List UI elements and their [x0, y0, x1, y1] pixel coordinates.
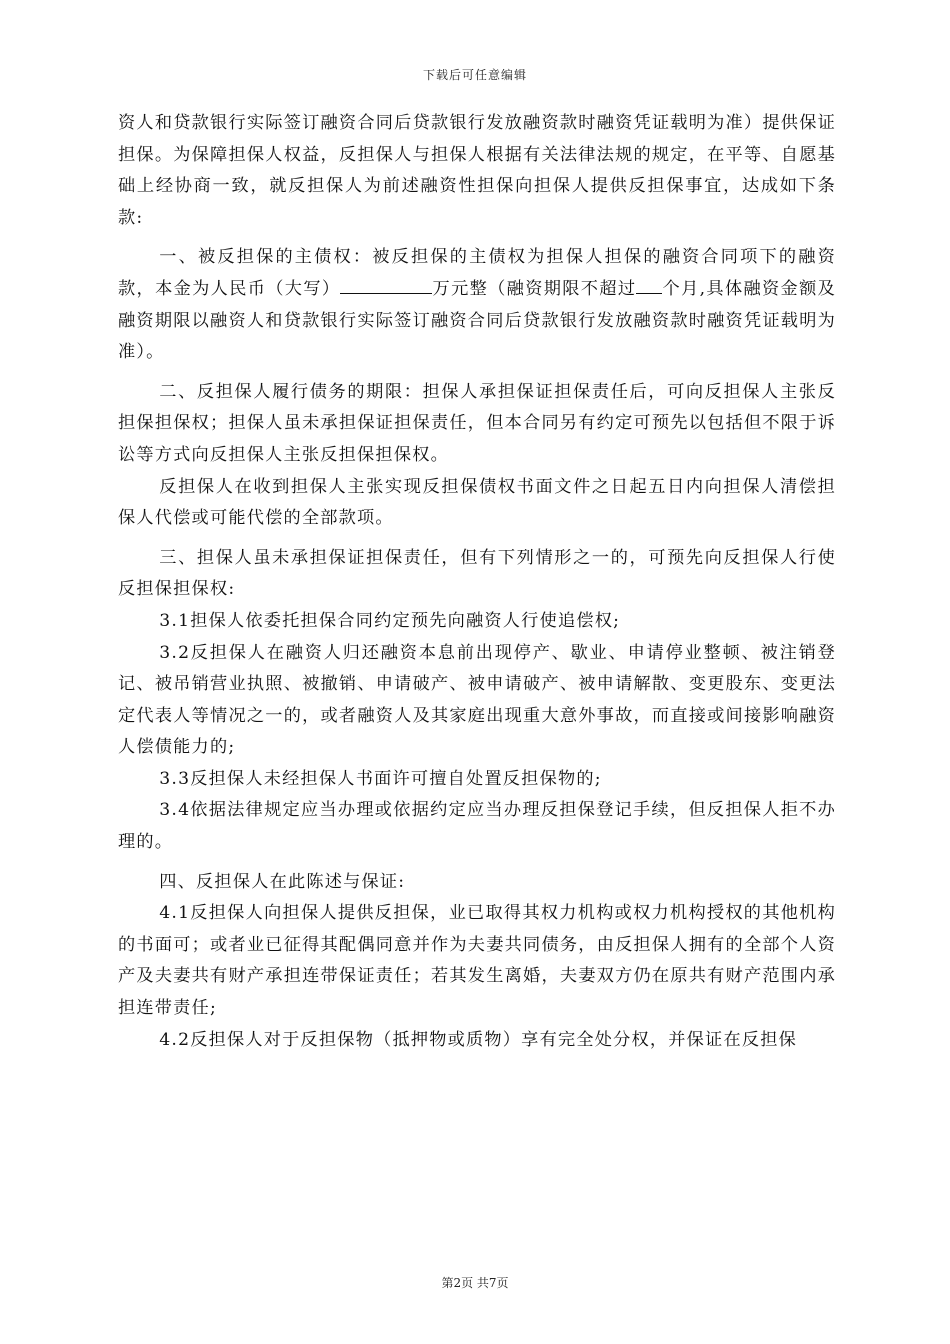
clause-4-paragraph: 四、反担保人在此陈述与保证: [159, 871, 406, 892]
intro-paragraph: 资人和贷款银行实际签订融资合同后贷款银行发放融资款时融资凭证载明为准）提供保证担保。为保障担保人权益，反担保人与担保人根据有关法律法规的规定，在平等、自愿基础上经协商一致，就反担保人为前述融资性担保向担保人提供反担保事宜，达成如下条款: [118, 113, 836, 228]
clause-3-1-paragraph: 3.1担保人依委托担保合同约定预先向融资人行使追偿权; [159, 610, 621, 631]
document-body [118, 108, 836, 1056]
clause-2-paragraph: 二、反担保人履行债务的期限：担保人承担保证担保责任后，可向反担保人主张反担保担保权；担保人虽未承担保证担保责任，但本合同另有约定可预先以包括但不限于诉讼等方式向反担保人主张反担保担保权。 [118, 381, 836, 465]
clause-4-2-paragraph: 4.2反担保人对于反担保物（抵押物或质物）享有完全处分权，并保证在反担保 [159, 1029, 797, 1050]
term-blank-field [636, 275, 662, 294]
clause-1-text-a: 一、被反担保的主债权：被反担保的主债权为担保人担保的融资合同项下的融资款，本金为人民币（大写） [118, 247, 836, 299]
clause-2-sub-paragraph: 反担保人在收到担保人主张实现反担保债权书面文件之日起五日内向担保人清偿担保人代偿或可能代偿的全部款项。 [118, 476, 836, 529]
page-footer: 第2页 共7页 [441, 1276, 509, 1290]
amount-blank-field [340, 275, 432, 294]
clause-3-paragraph: 三、担保人虽未承担保证担保责任，但有下列情形之一的，可预先向反担保人行使反担保担保权: [118, 547, 836, 600]
clause-3-4-paragraph: 3.4依据法律规定应当办理或依据约定应当办理反担保登记手续，但反担保人拒不办理的。 [118, 800, 836, 853]
clause-1-text-c: 个月,具体融资金额及融资期限以融资人和贷款银行实际签订融资合同后贷款银行发放融资款时融资凭证载明为准）。 [118, 278, 837, 363]
clause-4-1-paragraph: 4.1反担保人向担保人提供反担保，业已取得其权力机构或权力机构授权的其他机构的书面可；或者业已征得其配偶同意并作为夫妻共同债务，由反担保人拥有的全部个人资产及夫妻共有财产承担连带保证责任；若其发生离婚，夫妻双方仍在原共有财产范围内承担连带责任; [118, 903, 836, 1019]
clause-3-2-paragraph: 3.2反担保人在融资人归还融资本息前出现停产、歇业、申请停业整顿、被注销登记、被吊销营业执照、被撤销、申请破产、被申请破产、被申请解散、变更股东、变更法定代表人等情况之一的，或者融资人及其家庭出现重大意外事故，而直接或间接影响融资人偿债能力的; [118, 642, 836, 758]
clause-1-text-b: 万元整（融资期限不超过 [432, 278, 637, 299]
page-header: 下载后可任意编辑 [422, 68, 527, 82]
clause-1-paragraph [118, 242, 836, 368]
clause-3-3-paragraph: 3.3反担保人未经担保人书面许可擅自处置反担保物的; [159, 768, 602, 789]
